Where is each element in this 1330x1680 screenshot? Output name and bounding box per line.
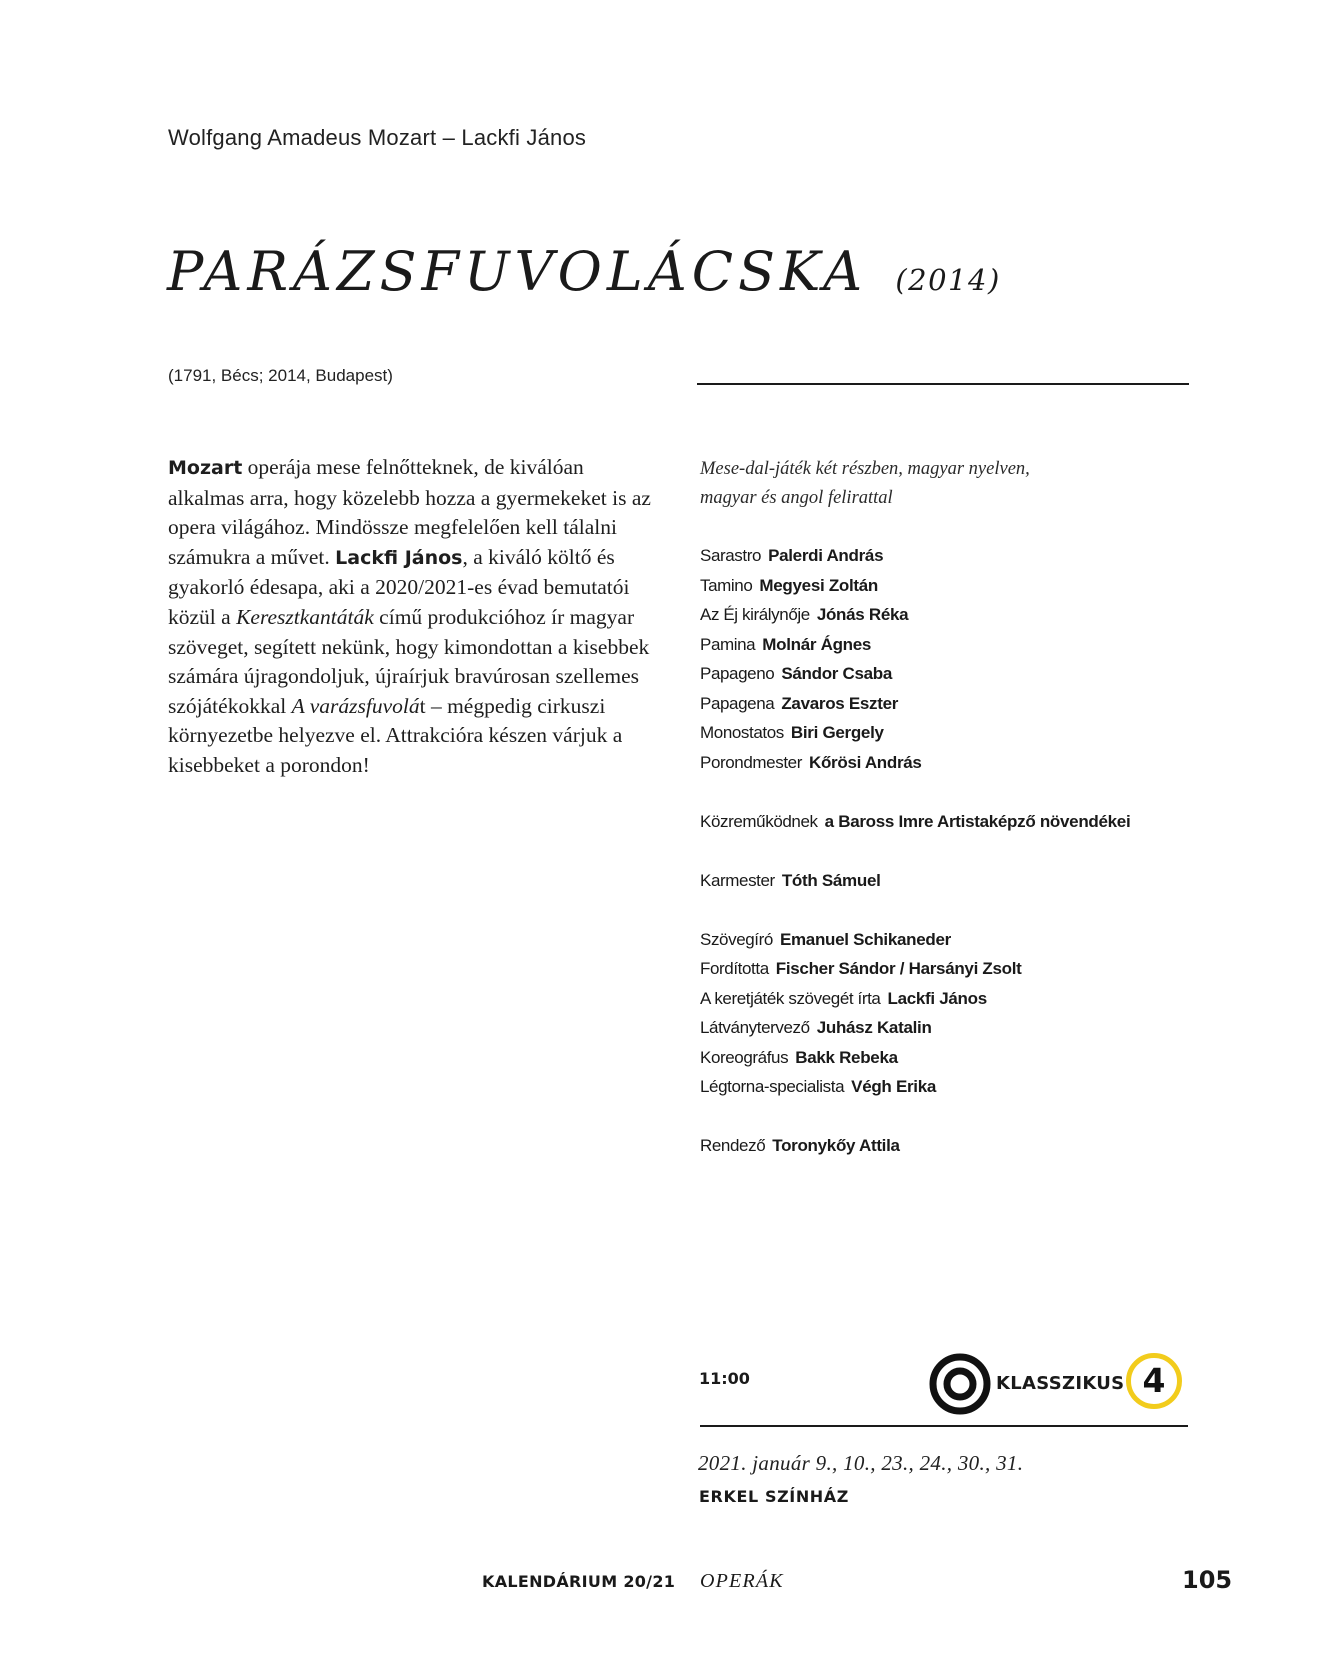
- credit-name: Végh Erika: [851, 1077, 937, 1096]
- title-text: PARÁZSFUVOLÁCSKA: [167, 240, 868, 303]
- authors-line: Wolfgang Amadeus Mozart – Lackfi János: [168, 125, 587, 150]
- divider-bottom: [700, 1425, 1188, 1427]
- description-segment: A varázsfuvolá: [291, 693, 420, 718]
- credit-role: Karmester: [700, 870, 775, 890]
- credit-row: [700, 748, 1220, 778]
- credit-role: Sarastro: [700, 546, 762, 565]
- credit-row: [700, 984, 1220, 1014]
- credit-row: [700, 541, 1220, 571]
- credit-role: Papagena: [700, 693, 775, 713]
- credits-group-gap: [700, 777, 1220, 807]
- credit-name: Palerdi András: [768, 546, 884, 565]
- credit-name: Zavaros Eszter: [781, 693, 899, 713]
- performance-time: 11:00: [699, 1369, 750, 1388]
- description-text: [168, 453, 662, 781]
- credit-row: [700, 718, 1220, 748]
- description-paragraph: [168, 453, 662, 781]
- credit-role: Papageno: [700, 664, 775, 683]
- credit-role: Látványtervező: [700, 1018, 810, 1037]
- series-number: 4: [1142, 1361, 1166, 1400]
- credits-group-gap: [700, 1102, 1220, 1132]
- credit-name: Jónás Réka: [816, 605, 909, 624]
- credits-group-gap: [700, 895, 1220, 925]
- credit-role: Koreográfus: [700, 1047, 789, 1067]
- credit-row: [700, 659, 1220, 689]
- credit-row: [700, 1013, 1220, 1043]
- description-segment: Lackfi János: [335, 546, 463, 569]
- credit-row: [700, 600, 1220, 630]
- genre-line-2: magyar és angol felirattal: [700, 488, 893, 508]
- divider-top: [697, 383, 1189, 385]
- credit-row: [700, 1072, 1220, 1102]
- series-name: KLASSZIKUS: [996, 1373, 1125, 1394]
- credit-row: [700, 925, 1220, 955]
- credit-row: [700, 807, 1220, 837]
- credit-role: Az Éj királynője: [700, 605, 810, 624]
- credit-name: Juhász Katalin: [816, 1018, 932, 1037]
- credit-row: [700, 630, 1220, 660]
- credit-name: Tóth Sámuel: [781, 870, 881, 890]
- credit-role: Szövegíró: [700, 929, 773, 949]
- credit-role: Közreműködnek: [700, 811, 818, 831]
- credit-name: Kőrösi András: [808, 752, 922, 772]
- venue: ERKEL SZÍNHÁZ: [699, 1487, 849, 1506]
- credit-role: Rendező: [700, 1136, 766, 1155]
- description-segment: operája mese felnőtteknek, de kiválóan alkalmas arra, hogy közelebb hozza a gyermekeket is az opera világához. Mindössze megfelelően kell tálalni számukra a művet.: [168, 455, 651, 569]
- footer-section: OPERÁK: [700, 1570, 784, 1592]
- description-segment: , a kiváló költő és gyakorló édesapa, aki a 2020/2021-es évad bemutatói közül a: [168, 544, 630, 629]
- credit-row: [700, 1043, 1220, 1073]
- credit-name: Toronykőy Attila: [772, 1136, 900, 1155]
- credit-role: A keretjáték szövegét írta: [700, 988, 881, 1008]
- premiere-info: (1791, Bécs; 2014, Budapest): [168, 366, 393, 385]
- credit-row: [700, 866, 1220, 896]
- title-year: (2014): [895, 263, 1001, 297]
- credit-name: Biri Gergely: [790, 723, 884, 742]
- credits-group-gap: [700, 836, 1220, 866]
- description-segment: című produkcióhoz ír magyar szöveget, segített nekünk, hogy kimondottan a kisebbek számára újragondoljuk, újraírjuk bravúrosan szellemes szójátékokkal: [168, 604, 650, 718]
- target-icon: [928, 1352, 992, 1416]
- credit-name: Bakk Rebeka: [795, 1047, 898, 1067]
- credit-name: Megyesi Zoltán: [759, 575, 879, 595]
- credit-role: Porondmester: [700, 752, 802, 772]
- credit-role: Pamina: [700, 634, 756, 654]
- credit-name: Fischer Sándor / Harsányi Zsolt: [775, 959, 1022, 978]
- credits-list: [700, 541, 1220, 1161]
- credit-role: Tamino: [700, 575, 753, 595]
- genre-line-1: Mese-dal-játék két részben, magyar nyelven,: [700, 459, 1030, 479]
- credit-role: Fordította: [700, 959, 769, 978]
- description-segment: Mozart: [168, 457, 243, 479]
- series-number-badge: [1126, 1353, 1182, 1409]
- credit-name: Lackfi János: [887, 988, 987, 1008]
- footer-publication: KALENDÁRIUM 20/21: [482, 1572, 676, 1591]
- credit-name: Molnár Ágnes: [762, 634, 872, 654]
- credit-role: Monostatos: [700, 723, 784, 742]
- page-number: 105: [1182, 1566, 1233, 1594]
- page-title: [167, 240, 1001, 303]
- credit-name: a Baross Imre Artistaképző növendékei: [824, 811, 1131, 831]
- description-segment: Keresztkantáták: [236, 604, 374, 629]
- genre-info: [700, 455, 1140, 513]
- credit-name: Sándor Csaba: [781, 664, 893, 683]
- credit-name: Emanuel Schikaneder: [779, 929, 951, 949]
- performance-dates: 2021. január 9., 10., 23., 24., 30., 31.: [698, 1451, 1024, 1475]
- credit-role: Légtorna-specialista: [700, 1077, 845, 1096]
- credit-row: [700, 571, 1220, 601]
- credit-row: [700, 1131, 1220, 1161]
- description-segment: t – mégpedig cirkuszi környezetbe helyezve el. Attrakcióra készen várjuk a kisebbeket a porondon!: [168, 693, 623, 777]
- credit-row: [700, 689, 1220, 719]
- credit-row: [700, 954, 1220, 984]
